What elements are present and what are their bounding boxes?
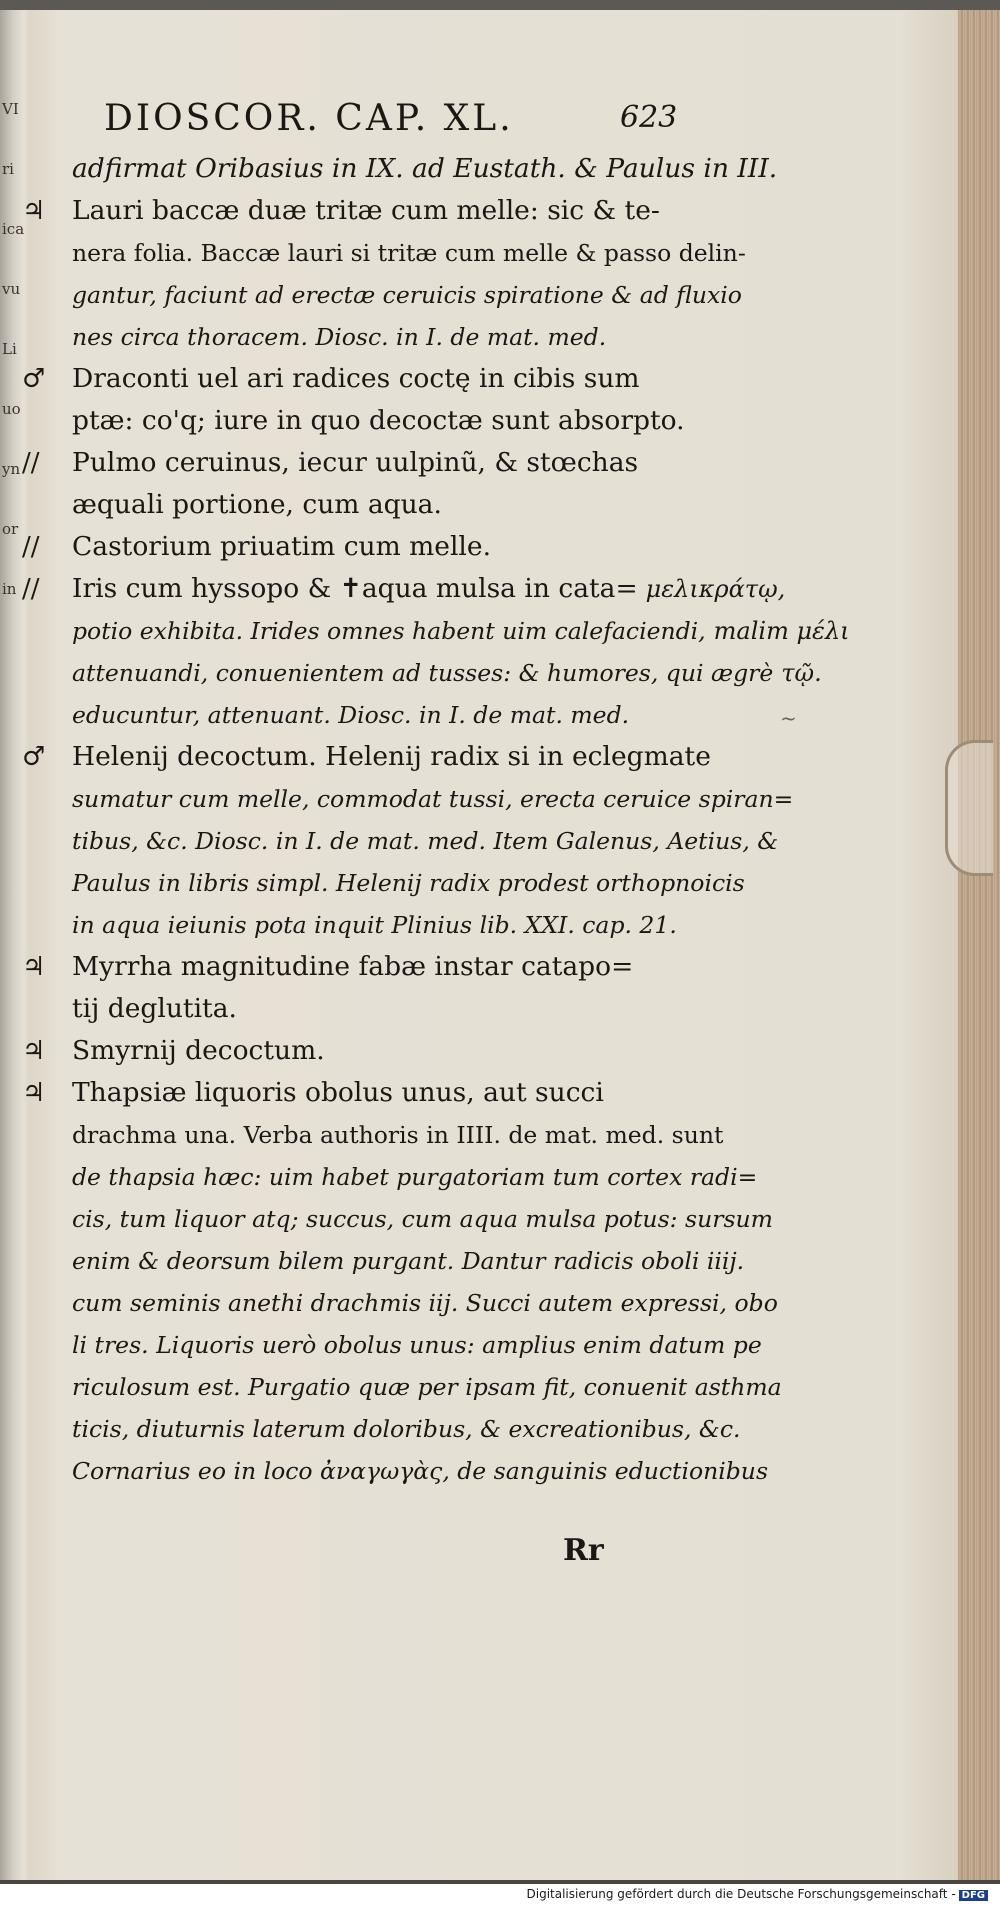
- line-text: Cornarius eo in loco ἀναγωγὰς, de sanguinis eductionibus: [72, 1457, 769, 1485]
- text-line: [22, 358, 927, 400]
- text-line: [22, 484, 927, 526]
- margin-greek-note: μελικράτῳ,: [645, 575, 786, 603]
- paragraph-symbol: ♃: [22, 1036, 46, 1066]
- text-line: [22, 316, 927, 358]
- text-line: [22, 190, 927, 232]
- text-line: [22, 610, 927, 652]
- paragraph-symbol: ♂: [22, 364, 46, 394]
- paragraph-symbol: ♂: [22, 742, 46, 772]
- line-text: tij deglutita.: [72, 993, 237, 1024]
- margin-fragment: Li: [2, 340, 17, 358]
- line-text: Helenij decoctum. Helenij radix si in eclegmate: [72, 741, 711, 772]
- text-line: [22, 862, 927, 904]
- paragraph-symbol: ♃: [22, 952, 46, 982]
- line-text: cis, tum liquor atq; succus, cum aqua mulsa potus: sursum: [72, 1205, 773, 1233]
- text-line: [22, 988, 927, 1030]
- paragraph-symbol: //: [22, 574, 40, 604]
- text-line: [22, 1366, 927, 1408]
- left-margin-fragments: [2, 100, 25, 640]
- text-line: [22, 1408, 927, 1450]
- line-text: Myrrha magnitudine fabæ instar catapo=: [72, 951, 634, 982]
- line-text: attenuandi, conuenientem ad tusses: & humores, qui ægrè: [72, 659, 774, 687]
- top-edge-bar: [0, 0, 1000, 10]
- line-text: nera folia. Baccæ lauri si tritæ cum melle & passo delin-: [72, 239, 746, 267]
- text-line: [22, 1240, 927, 1282]
- clip-outline: [945, 740, 993, 876]
- line-text: Lauri baccæ duæ tritæ cum melle: sic & te-: [72, 195, 660, 226]
- line-text: potio exhibita. Irides omnes habent uim calefaciendi,: [72, 617, 706, 645]
- text-line: [22, 1198, 927, 1240]
- margin-fragment: yn: [2, 460, 21, 478]
- line-text: educuntur, attenuant. Diosc. in I. de mat. med.: [72, 701, 630, 729]
- text-line: [22, 526, 927, 568]
- line-text: de thapsia hæc: uim habet purgatoriam tum cortex radi=: [72, 1163, 758, 1191]
- line-text: enim & deorsum bilem purgant. Dantur radicis oboli iiij.: [72, 1247, 745, 1275]
- text-line: [22, 904, 927, 946]
- line-text: Smyrnij decoctum.: [72, 1035, 325, 1066]
- margin-fragment: ica: [2, 220, 25, 238]
- margin-fragment: uo: [2, 400, 21, 418]
- line-text: li tres. Liquoris uerò obolus unus: amplius enim datum pe: [72, 1331, 762, 1359]
- line-text: adfirmat Oribasius in IX. ad Eustath. & Paulus in III.: [72, 153, 778, 184]
- text-line: [22, 274, 927, 316]
- paragraph-symbol: //: [22, 532, 40, 562]
- text-line: [22, 568, 927, 610]
- line-text: Pulmo ceruinus, iecur uulpinũ, & stœchas: [72, 447, 639, 478]
- text-line: [22, 1450, 927, 1492]
- text-line: [22, 232, 927, 274]
- margin-fragment: or: [2, 520, 19, 538]
- line-text: ticis, diuturnis laterum doloribus, & excreationibus, &c.: [72, 1415, 741, 1443]
- line-text: in aqua ieiunis pota inquit Plinius lib. XXI. cap. 21.: [72, 911, 677, 939]
- line-text: sumatur cum melle, commodat tussi, erecta ceruice spiran=: [72, 785, 794, 813]
- line-text: Draconti uel ari radices coctę in cibis sum: [72, 363, 640, 394]
- credit-text: Digitalisierung gefördert durch die Deutsche Forschungsgemeinschaft -: [526, 1887, 956, 1901]
- margin-fragment: vu: [2, 280, 21, 298]
- line-text: Paulus in libris simpl. Helenij radix prodest orthopnoicis: [72, 869, 745, 897]
- text-line: [22, 1324, 927, 1366]
- digitization-credit: [527, 1887, 989, 1901]
- text-lines: [22, 148, 927, 1492]
- text-line: [22, 736, 927, 778]
- margin-fragment: in: [2, 580, 17, 598]
- line-text: æquali portione, cum aqua.: [72, 489, 442, 520]
- line-text: cum seminis anethi drachmis iij. Succi autem expressi, obo: [72, 1289, 778, 1317]
- text-line: [22, 1282, 927, 1324]
- margin-greek-note: malim μέλι: [713, 617, 850, 645]
- line-text: nes circa thoracem. Diosc. in I. de mat. med.: [72, 323, 607, 351]
- line-text: Castorium priuatim cum melle.: [72, 531, 492, 562]
- text-line: [22, 1030, 927, 1072]
- tilde-mark: ~: [780, 706, 797, 730]
- page-text-block: [22, 98, 927, 1492]
- page-number: 623: [620, 100, 678, 135]
- text-line: [22, 1114, 927, 1156]
- text-line: [22, 1156, 927, 1198]
- page-header: [22, 98, 927, 148]
- text-line: [22, 652, 927, 694]
- line-text: gantur, faciunt ad erectæ ceruicis spiratione & ad fluxio: [72, 281, 742, 309]
- margin-greek-note: τῷ.: [781, 659, 822, 687]
- margin-fragment: ri: [2, 160, 14, 178]
- page-stack-edge: [958, 10, 1000, 1890]
- dfg-logo: DFG: [959, 1890, 988, 1901]
- line-text: drachma una. Verba authoris in IIII. de mat. med. sunt: [72, 1121, 724, 1149]
- text-line: [22, 442, 927, 484]
- line-text: tibus, &c. Diosc. in I. de mat. med. Item Galenus, Aetius, &: [72, 827, 779, 855]
- line-text: Thapsiæ liquoris obolus unus, aut succi: [72, 1077, 604, 1108]
- text-line: [22, 946, 927, 988]
- text-line: [22, 400, 927, 442]
- paragraph-symbol: ♃: [22, 196, 46, 226]
- text-line: [22, 1072, 927, 1114]
- text-line: [22, 820, 927, 862]
- text-line: [22, 778, 927, 820]
- running-head: DIOSCOR. CAP. XL.: [104, 98, 514, 139]
- margin-fragment: VI: [2, 100, 19, 118]
- line-text: ptæ: co'q; iure in quo decoctæ sunt absorpto.: [72, 405, 685, 436]
- paragraph-symbol: //: [22, 448, 40, 478]
- catchword: Rr: [563, 1533, 604, 1568]
- paragraph-symbol: ♃: [22, 1078, 46, 1108]
- text-line: [22, 148, 927, 190]
- line-text: Iris cum hyssopo & ✝aqua mulsa in cata=: [72, 573, 638, 604]
- line-text: riculosum est. Purgatio quæ per ipsam fit, conuenit asthma: [72, 1373, 782, 1401]
